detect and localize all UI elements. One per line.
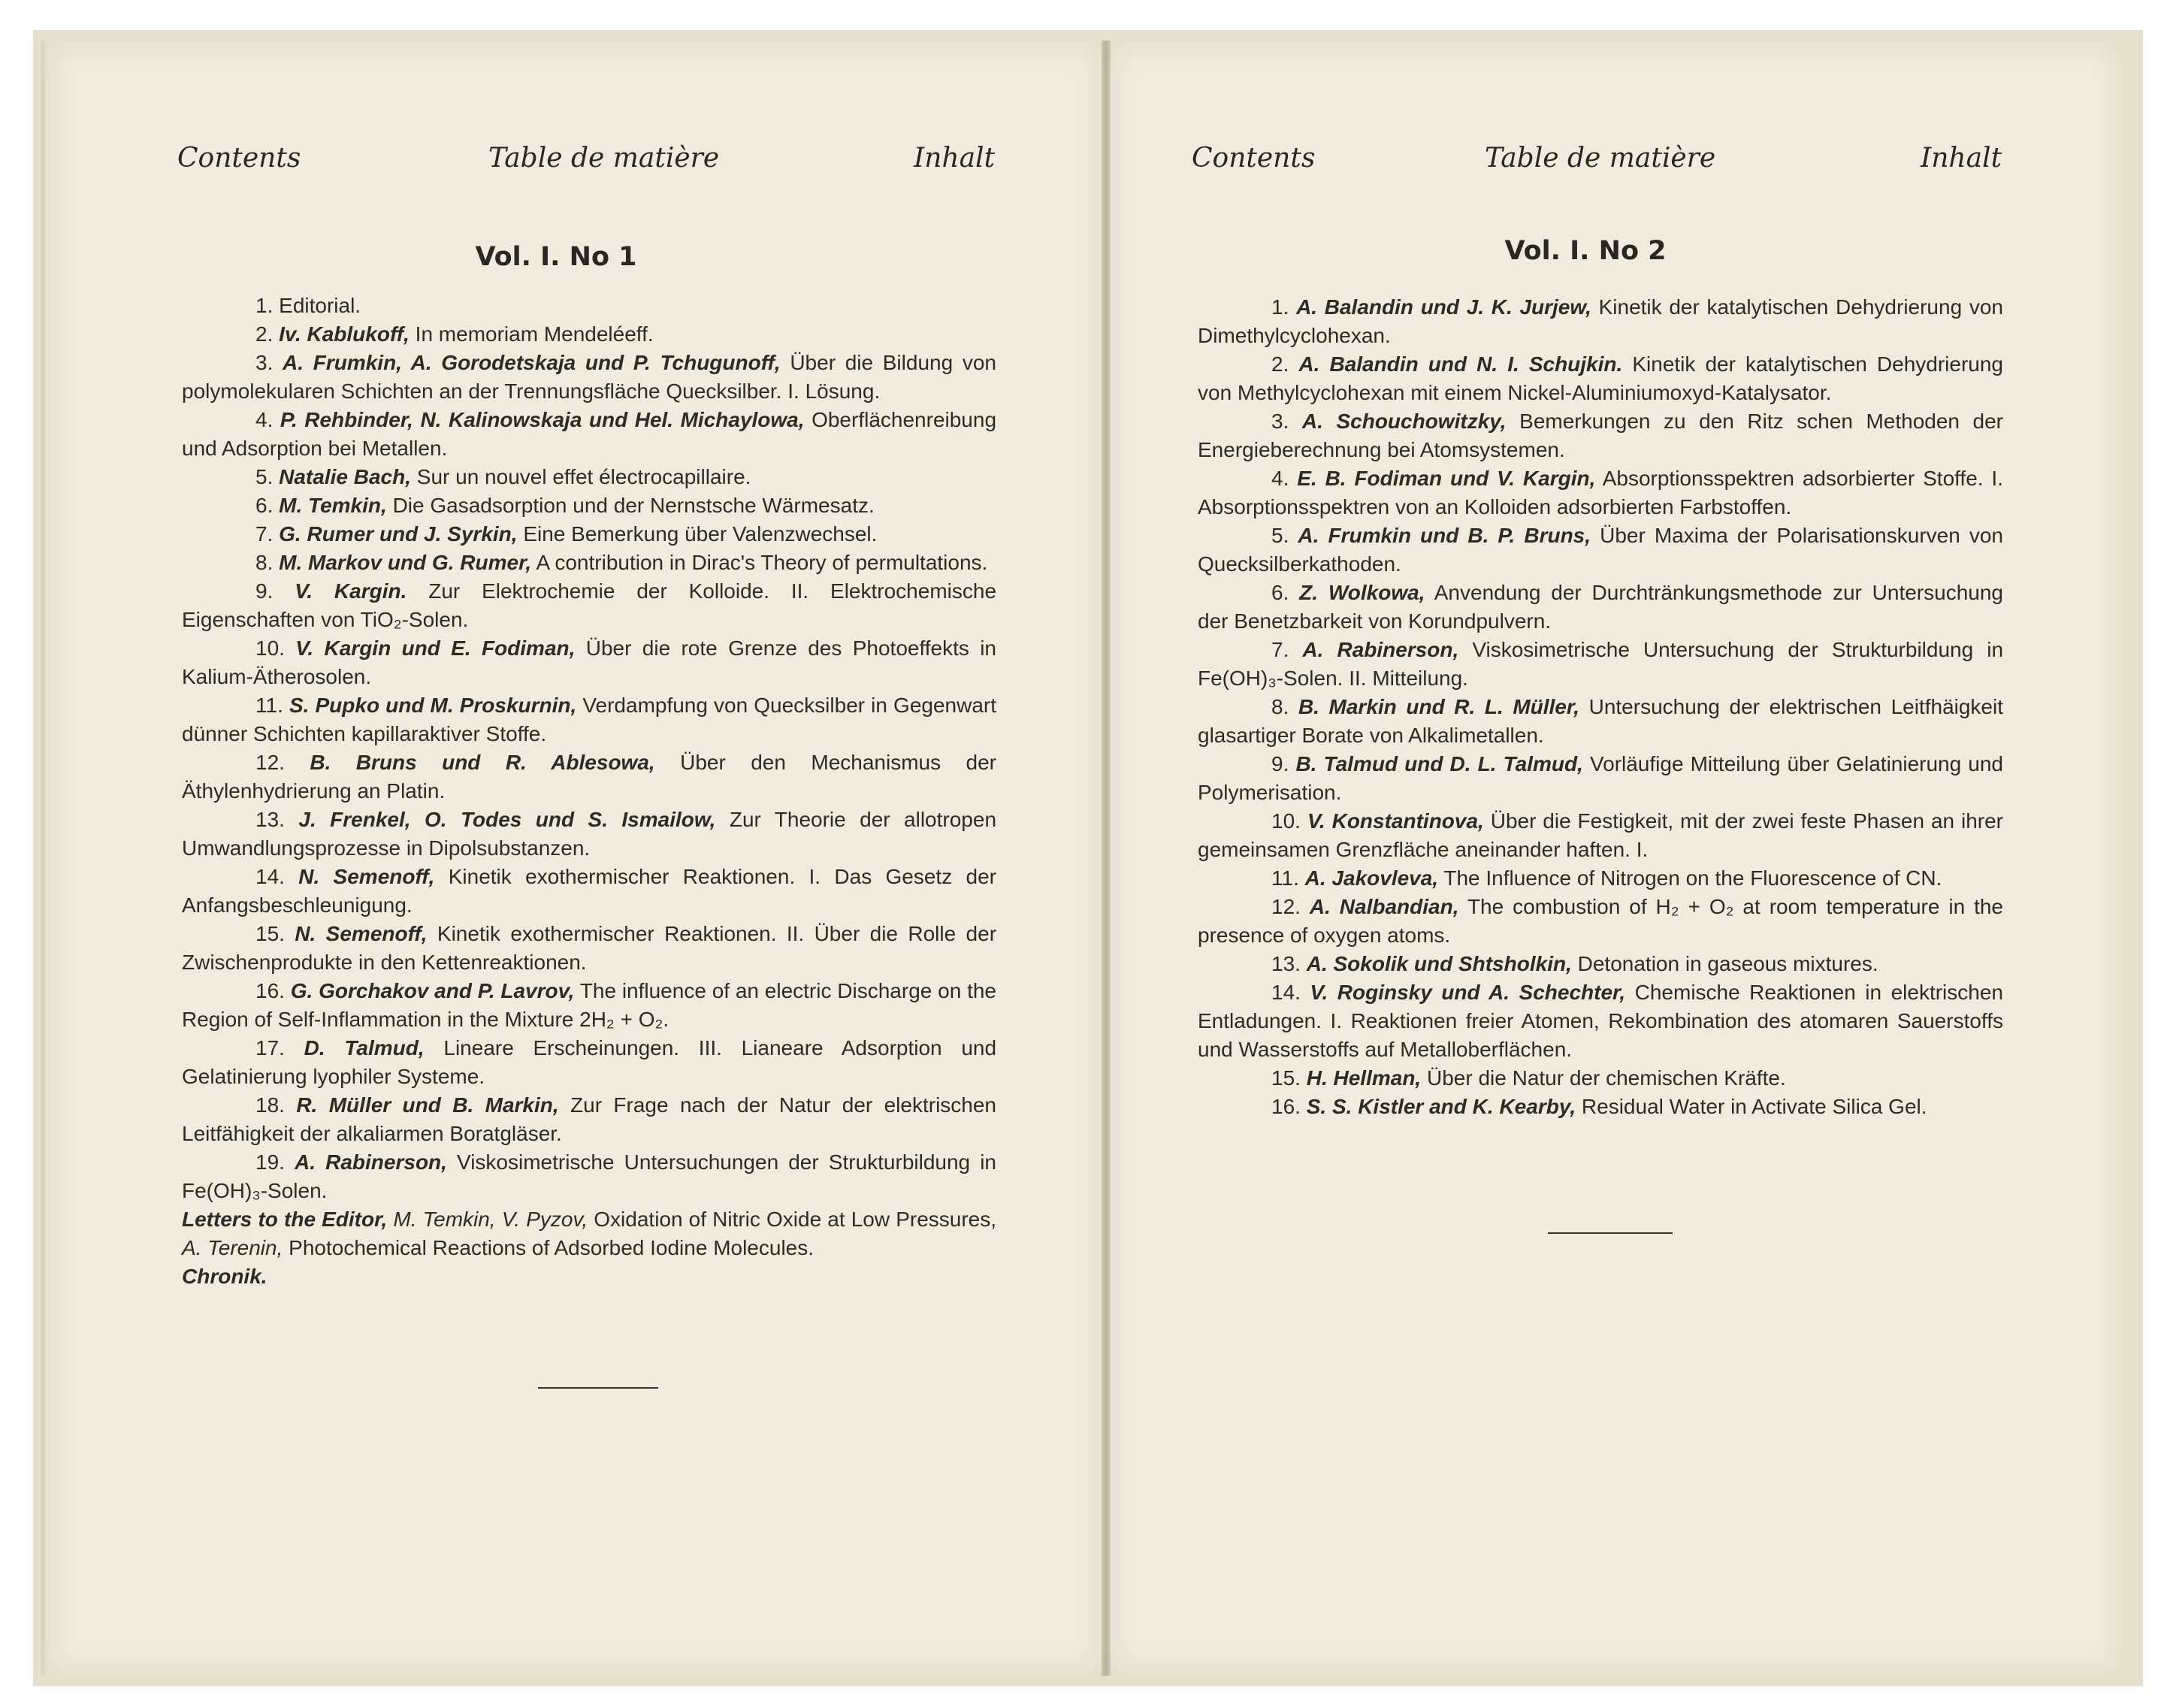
toc-entry	[1198, 464, 2003, 521]
entry-title: Viskosimetrische Untersuchung der Strukturbildung in Fe(OH)₃-Solen. II. Mitteilung.	[1198, 638, 2004, 690]
header-contents-left: Contents	[177, 143, 301, 174]
entry-title: Über die Festigkeit, mit der zwei feste Phasen an ihrer gemeinsamen Grenzfläche aneinander haften. I.	[1198, 809, 2003, 861]
entry-title: Sur un nouvel effet électrocapillaire.	[416, 465, 751, 488]
letters-title-2: Photochemical Reactions of Adsorbed Iodine Molecules.	[289, 1236, 815, 1259]
entry-number: 6.	[1271, 581, 1289, 604]
header-inhalt-right: Inhalt	[1921, 143, 2002, 174]
entry-author: A. Frumkin und B. P. Bruns,	[1298, 524, 1591, 547]
toc-entry	[182, 863, 996, 920]
toc-entry	[182, 577, 996, 634]
entry-number: 8.	[255, 551, 274, 574]
toc-entry	[182, 549, 996, 577]
toc-entry	[182, 520, 996, 549]
entry-title: Kinetik der katalytischen Dehydrierung von Dimethylcyclohexan.	[1198, 295, 2003, 347]
entry-number: 3.	[255, 351, 274, 374]
header-table-left: Table de matière	[488, 143, 720, 174]
entry-number: 9.	[255, 579, 274, 603]
toc-entry	[1198, 864, 2003, 893]
toc-entry	[182, 349, 996, 406]
entry-title: Über die Natur der chemischen Kräfte.	[1426, 1066, 1786, 1090]
entry-author: N. Semenoff,	[298, 865, 435, 888]
toc-entry	[182, 977, 996, 1034]
entry-title: Eine Bemerkung über Valenzwechsel.	[523, 522, 878, 546]
entry-number: 1.	[1271, 295, 1289, 319]
entry-author: P. Rehbinder, N. Kalinowskaja und Hel. Michaylowa,	[280, 408, 805, 431]
toc-entry	[1198, 893, 2003, 950]
entry-author: V. Kargin.	[295, 579, 407, 603]
entry-number: 15.	[1271, 1066, 1301, 1090]
chronik-entry	[182, 1262, 996, 1291]
entry-author: A. Nalbandian,	[1309, 895, 1459, 918]
entry-number: 15.	[255, 922, 285, 945]
entry-author: D. Talmud,	[304, 1036, 425, 1060]
toc-entry	[182, 748, 996, 806]
toc-entry	[182, 691, 996, 748]
letters-author-1: M. Temkin, V. Pyzov,	[393, 1208, 588, 1231]
entry-author: S. S. Kistler and K. Kearby,	[1306, 1095, 1576, 1118]
header-table-right: Table de matière	[1485, 143, 1716, 174]
entry-title: Kinetik exothermischer Reaktionen. I. Das Gesetz der Anfangsbeschleunigung.	[182, 865, 996, 917]
entry-author: S. Pupko und M. Proskurnin,	[289, 694, 577, 717]
entry-number: 10.	[1271, 809, 1301, 833]
entry-title: Chemische Reaktionen in elektrischen Entladungen. I. Reaktionen freier Atomen, Rekombination des atomaren Sauerstoffs und Wasserstoffs auf Metalloberflächen.	[1198, 981, 2003, 1061]
entry-number: 12.	[255, 751, 285, 774]
entry-title: A contribution in Dirac's Theory of permultations.	[536, 551, 988, 574]
entry-author: A. Rabinerson,	[1302, 638, 1459, 661]
vol1-contents-list	[182, 292, 996, 1291]
toc-entry	[1198, 350, 2003, 407]
entry-author: M. Temkin,	[279, 494, 387, 517]
entry-number: 5.	[255, 465, 274, 488]
entry-author: V. Konstantinova,	[1307, 809, 1484, 833]
letters-author-2: A. Terenin,	[182, 1236, 283, 1259]
toc-entry	[1198, 693, 2003, 750]
entry-author: N. Semenoff,	[295, 922, 428, 945]
toc-entry	[1198, 978, 2003, 1064]
entry-title: Die Gasadsorption und der Nernstsche Wärmesatz.	[392, 494, 875, 517]
entry-author: A. Balandin und N. I. Schujkin.	[1298, 352, 1623, 376]
toc-entry	[1198, 407, 2003, 464]
entry-title: Editorial.	[279, 294, 361, 317]
toc-entry	[182, 1148, 996, 1205]
entry-title: Anvendung der Durchtränkungsmethode zur Untersuchung der Benetzbarkeit von Korundpulvern.	[1198, 581, 2003, 633]
entry-title: The Influence of Nitrogen on the Fluorescence of CN.	[1443, 866, 1942, 890]
entry-author: A. Balandin und J. K. Jurjew,	[1296, 295, 1591, 319]
entry-number: 1.	[255, 294, 274, 317]
entry-number: 6.	[255, 494, 274, 517]
entry-title: The influence of an electric Discharge on the Region of Self-Inflammation in the Mixture 2H₂ + O₂.	[182, 979, 997, 1031]
chronik-label: Chronik.	[182, 1265, 267, 1288]
entry-title: Lineare Erscheinungen. III. Lianeare Adsorption und Gelatinierung lyophiler Systeme.	[182, 1036, 997, 1088]
toc-entry	[182, 320, 996, 349]
entry-number: 4.	[255, 408, 274, 431]
entry-number: 12.	[1271, 895, 1301, 918]
entry-number: 9.	[1271, 752, 1289, 775]
entry-number: 13.	[1271, 952, 1301, 975]
vol1-title: Vol. I. No 1	[475, 242, 637, 272]
entry-title: Zur Frage nach der Natur der elektrischen Leitfähigkeit der alkaliarmen Boratgläser.	[182, 1093, 997, 1145]
entry-number: 8.	[1271, 695, 1289, 718]
toc-entry	[182, 406, 996, 463]
entry-title: Residual Water in Activate Silica Gel.	[1581, 1095, 1927, 1118]
entry-number: 11.	[255, 694, 283, 717]
entry-author: A. Rabinerson,	[295, 1150, 447, 1174]
toc-entry	[1198, 1064, 2003, 1093]
entry-title: Kinetik der katalytischen Dehydrierung von Methylcyclohexan mit einem Nickel-Aluminiumoxyd-Katalysator.	[1198, 352, 2004, 404]
entry-title: Zur Elektrochemie der Kolloide. II. Elektrochemische Eigenschaften von TiO₂-Solen.	[182, 579, 997, 631]
entry-number: 2.	[255, 322, 274, 346]
entry-author: A. Jakovleva,	[1304, 866, 1439, 890]
toc-entry	[1198, 807, 2003, 864]
header-contents-right: Contents	[1192, 143, 1316, 174]
entry-title: Vorläufige Mitteilung über Gelatinierung und Polymerisation.	[1198, 752, 2004, 804]
toc-entry	[1198, 1093, 2003, 1121]
entry-title: Oberflächenreibung und Adsorption bei Metallen.	[182, 408, 997, 460]
entry-author: V. Roginsky und A. Schechter,	[1310, 981, 1626, 1004]
entry-title: Kinetik exothermischer Reaktionen. II. Über die Rolle der Zwischenprodukte in den Kettenreaktionen.	[182, 922, 997, 974]
entry-number: 11.	[1271, 866, 1299, 890]
entry-title: Zur Theorie der allotropen Umwandlungsprozesse in Dipolsubstanzen.	[182, 808, 997, 860]
entry-number: 16.	[255, 979, 285, 1002]
toc-entry	[1198, 293, 2003, 350]
entry-author: E. B. Fodiman und V. Kargin,	[1297, 467, 1596, 490]
entry-title: Untersuchung der elektrischen Leitfhäigkeit glasartiger Borate von Alkalimetallen.	[1198, 695, 2004, 747]
entry-number: 14.	[1271, 981, 1301, 1004]
entry-title: Absorptionsspektren adsorbierter Stoffe. I. Absorptionsspektren von an Kolloiden adsorbierten Farbstoffen.	[1198, 467, 2003, 518]
letters-to-editor	[182, 1205, 996, 1262]
entry-number: 7.	[1271, 638, 1289, 661]
entry-author: B. Bruns und R. Ablesowa,	[310, 751, 655, 774]
entry-number: 5.	[1271, 524, 1289, 547]
toc-entry	[182, 1091, 996, 1148]
entry-title: Bemerkungen zu den Ritz schen Methoden der Energieberechnung bei Atomsystemen.	[1198, 410, 2004, 461]
toc-entry	[1198, 636, 2003, 693]
entry-author: A. Schouchowitzky,	[1301, 410, 1507, 433]
entry-author: J. Frenkel, O. Todes und S. Ismailow,	[298, 808, 716, 831]
entry-author: M. Markov und G. Rumer,	[279, 551, 532, 574]
vol2-contents-list	[1198, 293, 2003, 1121]
toc-entry	[1198, 950, 2003, 978]
end-rule-left	[538, 1387, 658, 1389]
entry-author: A. Frumkin, A. Gorodetskaja und P. Tchugunoff,	[283, 351, 781, 374]
vol2-title: Vol. I. No 2	[1504, 236, 1667, 266]
entry-number: 7.	[255, 522, 274, 546]
entry-author: G. Gorchakov and P. Lavrov,	[290, 979, 575, 1002]
entry-author: B. Markin und R. L. Müller,	[1298, 695, 1580, 718]
entry-author: G. Rumer und J. Syrkin,	[279, 522, 518, 546]
letters-label: Letters to the Editor,	[182, 1208, 388, 1231]
entry-author: Natalie Bach,	[279, 465, 411, 488]
entry-number: 4.	[1271, 467, 1289, 490]
entry-number: 3.	[1271, 410, 1289, 433]
entry-title: Über die rote Grenze des Photoeffekts in Kalium-Ätherosolen.	[182, 636, 996, 688]
entry-author: B. Talmud und D. L. Talmud,	[1295, 752, 1583, 775]
letters-title-1: Oxidation of Nitric Oxide at Low Pressures,	[594, 1208, 997, 1231]
entry-number: 14.	[255, 865, 285, 888]
header-inhalt-left: Inhalt	[914, 143, 996, 174]
entry-title: In memoriam Mendeléeff.	[415, 322, 654, 346]
toc-entry	[182, 634, 996, 691]
entry-author: H. Hellman,	[1306, 1066, 1422, 1090]
toc-entry	[182, 920, 996, 977]
entry-number: 13.	[255, 808, 285, 831]
entry-number: 19.	[255, 1150, 285, 1174]
toc-entry	[182, 292, 996, 320]
entry-title: Über Maxima der Polarisationskurven von Quecksilberkathoden.	[1198, 524, 2004, 576]
entry-author: Iv. Kablukoff,	[279, 322, 410, 346]
toc-entry	[182, 806, 996, 863]
entry-author: A. Sokolik und Shtsholkin,	[1306, 952, 1572, 975]
entry-number: 17.	[255, 1036, 285, 1060]
entry-number: 2.	[1271, 352, 1289, 376]
entry-title: Viskosimetrische Untersuchungen der Strukturbildung in Fe(OH)₃-Solen.	[182, 1150, 997, 1202]
toc-entry	[1198, 521, 2003, 579]
toc-entry	[182, 1034, 996, 1091]
toc-entry	[1198, 579, 2003, 636]
entry-author: R. Müller und B. Markin,	[296, 1093, 559, 1117]
entry-title: Über die Bildung von polymolekularen Schichten an der Trennungsfläche Quecksilber. I. Lösung.	[182, 351, 996, 403]
entry-title: The combustion of H₂ + O₂ at room temperature in the presence of oxygen atoms.	[1198, 895, 2003, 947]
book-gutter	[1102, 41, 1111, 1676]
entry-title: Verdampfung von Quecksilber in Gegenwart dünner Schichten kapillaraktiver Stoffe.	[182, 694, 997, 745]
toc-entry	[1198, 750, 2003, 807]
end-rule-right	[1548, 1232, 1673, 1234]
entry-author: Z. Wolkowa,	[1299, 581, 1425, 604]
entry-number: 18.	[255, 1093, 285, 1117]
entry-number: 16.	[1271, 1095, 1301, 1118]
toc-entry	[182, 491, 996, 520]
entry-title: Detonation in gaseous mixtures.	[1577, 952, 1878, 975]
entry-number: 10.	[255, 636, 285, 660]
entry-author: V. Kargin und E. Fodiman,	[295, 636, 576, 660]
toc-entry	[182, 463, 996, 491]
entry-title: Über den Mechanismus der Äthylenhydrierung an Platin.	[182, 751, 996, 803]
